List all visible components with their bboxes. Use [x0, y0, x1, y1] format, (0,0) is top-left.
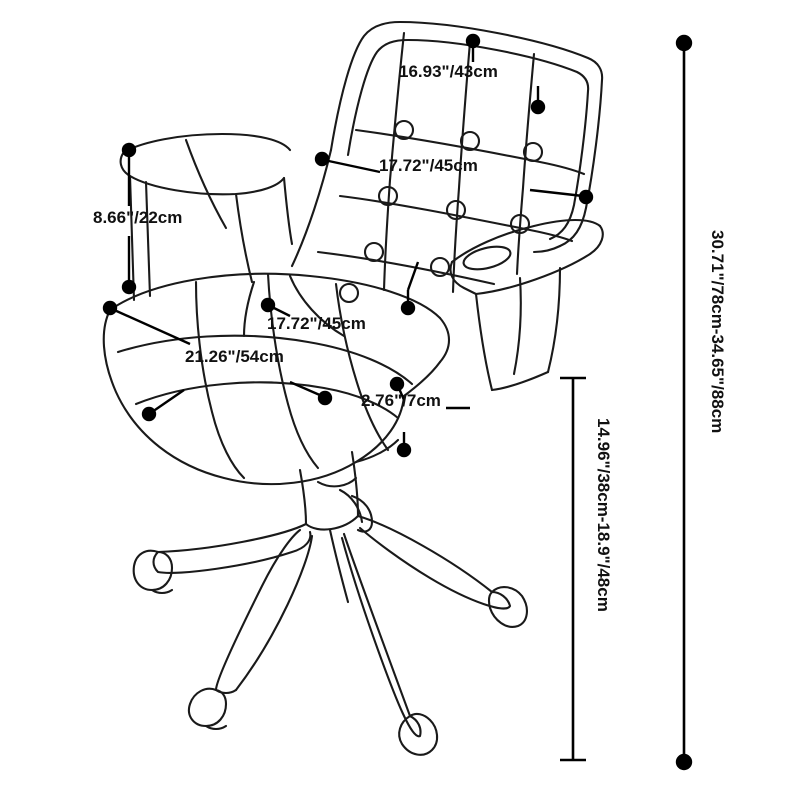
- dimension-label-backrest-width-top: 16.93"/43cm: [399, 62, 498, 81]
- dimension-label-backrest-width-mid: 17.72"/45cm: [379, 156, 478, 175]
- dimension-label-seat-thickness: 2.76"/7cm: [361, 391, 441, 410]
- dimension-label-seat-width: 21.26"/54cm: [185, 347, 284, 366]
- leader-seat-width-a: [112, 309, 190, 344]
- leader-seat-width-c: [152, 390, 184, 412]
- dimension-label-overall-height: 30.71"/78cm-34.65"/88cm: [708, 230, 727, 434]
- leader-backrest-width-mid-b: [530, 190, 583, 196]
- leader-seat-depth-c: [408, 262, 418, 290]
- dimension-label-seat-height: 14.96"/38cm-18.9"/48cm: [594, 418, 613, 612]
- dimension-label-seat-depth: 17.72"/45cm: [267, 314, 366, 333]
- leader-seat-width-b: [290, 382, 322, 396]
- dimension-label-armrest-height: 8.66"/22cm: [93, 208, 183, 227]
- leader-backrest-width-mid-a: [324, 160, 380, 172]
